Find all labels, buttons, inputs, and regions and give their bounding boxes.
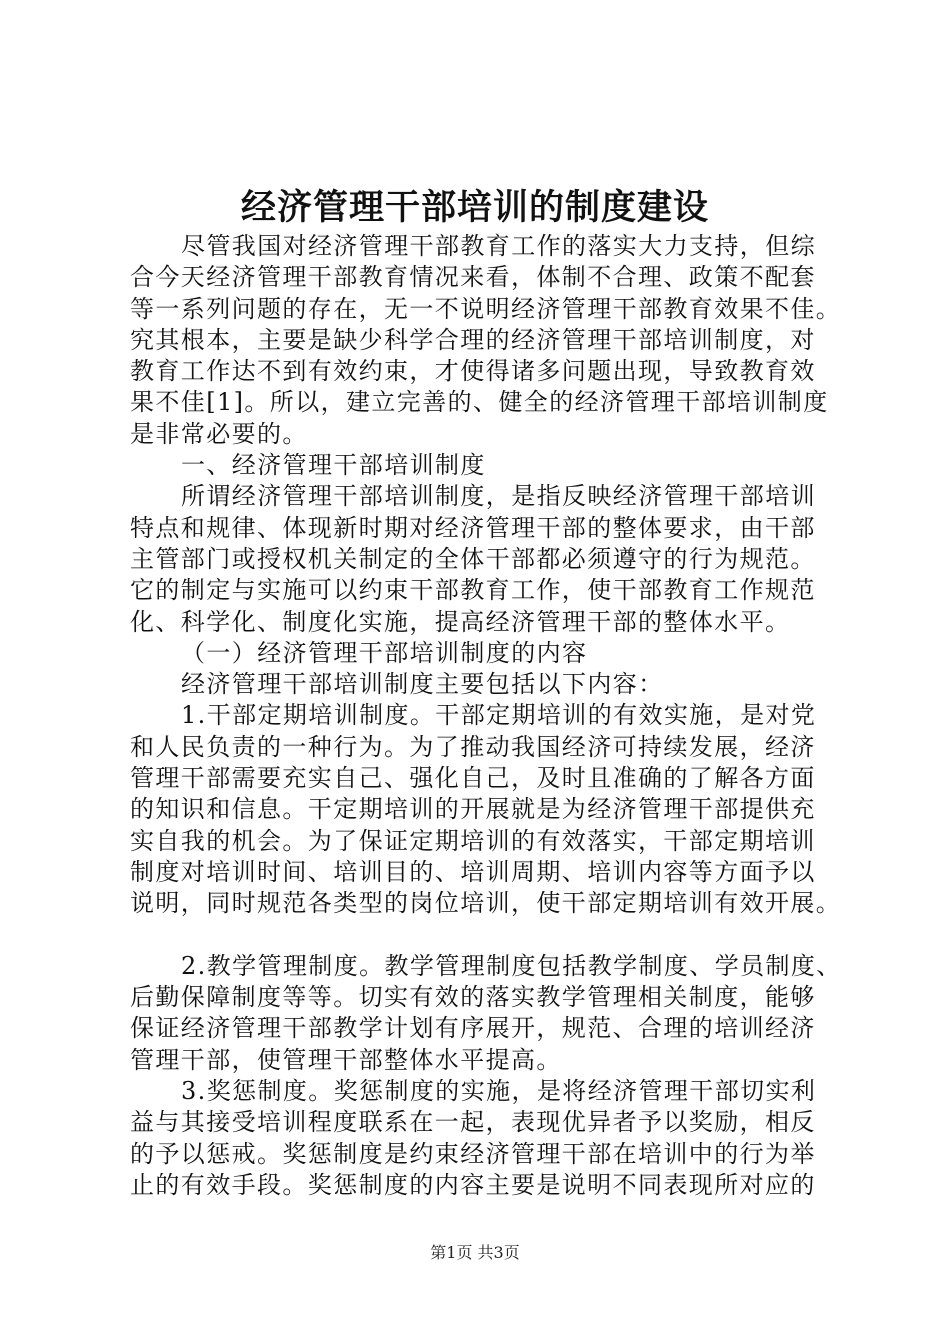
paragraph-line: 和人民负责的一种行为。为了推动我国经济可持续发展，经济 — [130, 732, 816, 761]
document-title: 经济管理干部培训的制度建设 — [240, 187, 709, 228]
paragraph-line: 尽管我国对经济管理干部教育工作的落实大力支持，但综 — [181, 232, 816, 260]
paragraph-line: 是非常必要的。 — [130, 419, 308, 448]
paragraph-line: 合今天经济管理干部教育情况来看，体制不合理、政策不配套 — [130, 263, 816, 292]
paragraph-line: 1.干部定期培训制度。干部定期培训的有效实施，是对党 — [181, 701, 817, 730]
paragraph-line: 果不佳[1]。所以，建立完善的、健全的经济管理干部培训制度 — [130, 388, 829, 417]
paragraph-line: 实自我的机会。为了保证定期培训的有效落实，干部定期培训 — [130, 826, 816, 855]
paragraph-gap — [130, 920, 830, 951]
paragraph-line: 特点和规律、体现新时期对经济管理干部的整体要求，由干部 — [130, 513, 816, 542]
subsection-heading: （一）经济管理干部培训制度的内容 — [181, 638, 588, 667]
paragraph-line: 管理干部需要充实自己、强化自己，及时且准确的了解各方面 — [130, 764, 816, 793]
paragraph-line: 教育工作达不到有效约束，才使得诸多问题出现，导致教育效 — [130, 357, 816, 386]
paragraph-line: 化、科学化、制度化实施，提高经济管理干部的整体水平。 — [130, 607, 791, 636]
paragraph-line: 究其根本，主要是缺少科学合理的经济管理干部培训制度，对 — [130, 325, 816, 354]
paragraph-line: 后勤保障制度等等。切实有效的落实教学管理相关制度，能够 — [130, 983, 816, 1012]
paragraph-line: 保证经济管理干部教学计划有序展开，规范、合理的培训经济 — [130, 1014, 816, 1043]
paragraph-line: 所谓经济管理干部培训制度，是指反映经济管理干部培训 — [181, 482, 816, 511]
paragraph-line: 制度对培训时间、培训目的、培训周期、培训内容等方面予以 — [130, 857, 816, 886]
paragraph-line: 主管部门或授权机关制定的全体干部都必须遵守的行为规范。 — [130, 544, 816, 573]
page-number-footer: 第1页 共3页 — [430, 1243, 520, 1262]
paragraph-line: 止的有效手段。奖惩制度的内容主要是说明不同表现所对应的 — [130, 1170, 816, 1199]
paragraph-line: 益与其接受培训程度联系在一起，表现优异者予以奖励，相反 — [130, 1108, 816, 1137]
paragraph-line: 的予以惩戒。奖惩制度是约束经济管理干部在培训中的行为举 — [130, 1139, 816, 1168]
paragraph-line: 经济管理干部培训制度主要包括以下内容： — [181, 670, 664, 699]
paragraph-line: 2.教学管理制度。教学管理制度包括教学制度、学员制度、 — [181, 951, 842, 980]
section-heading: 一、经济管理干部培训制度 — [181, 451, 486, 480]
paragraph-line: 说明，同时规范各类型的岗位培训，使干部定期培训有效开展。 — [130, 889, 842, 918]
paragraph-line: 它的制定与实施可以约束干部教育工作，使干部教育工作规范 — [130, 576, 816, 605]
document-body — [130, 231, 842, 1201]
paragraph-line: 等一系列问题的存在，无一不说明经济管理干部教育效果不佳。 — [130, 294, 842, 323]
paragraph-line: 的知识和信息。干定期培训的开展就是为经济管理干部提供充 — [130, 795, 816, 824]
paragraph-line: 3.奖惩制度。奖惩制度的实施，是将经济管理干部切实利 — [181, 1077, 817, 1106]
paragraph-line: 管理干部，使管理干部整体水平提高。 — [130, 1045, 562, 1074]
